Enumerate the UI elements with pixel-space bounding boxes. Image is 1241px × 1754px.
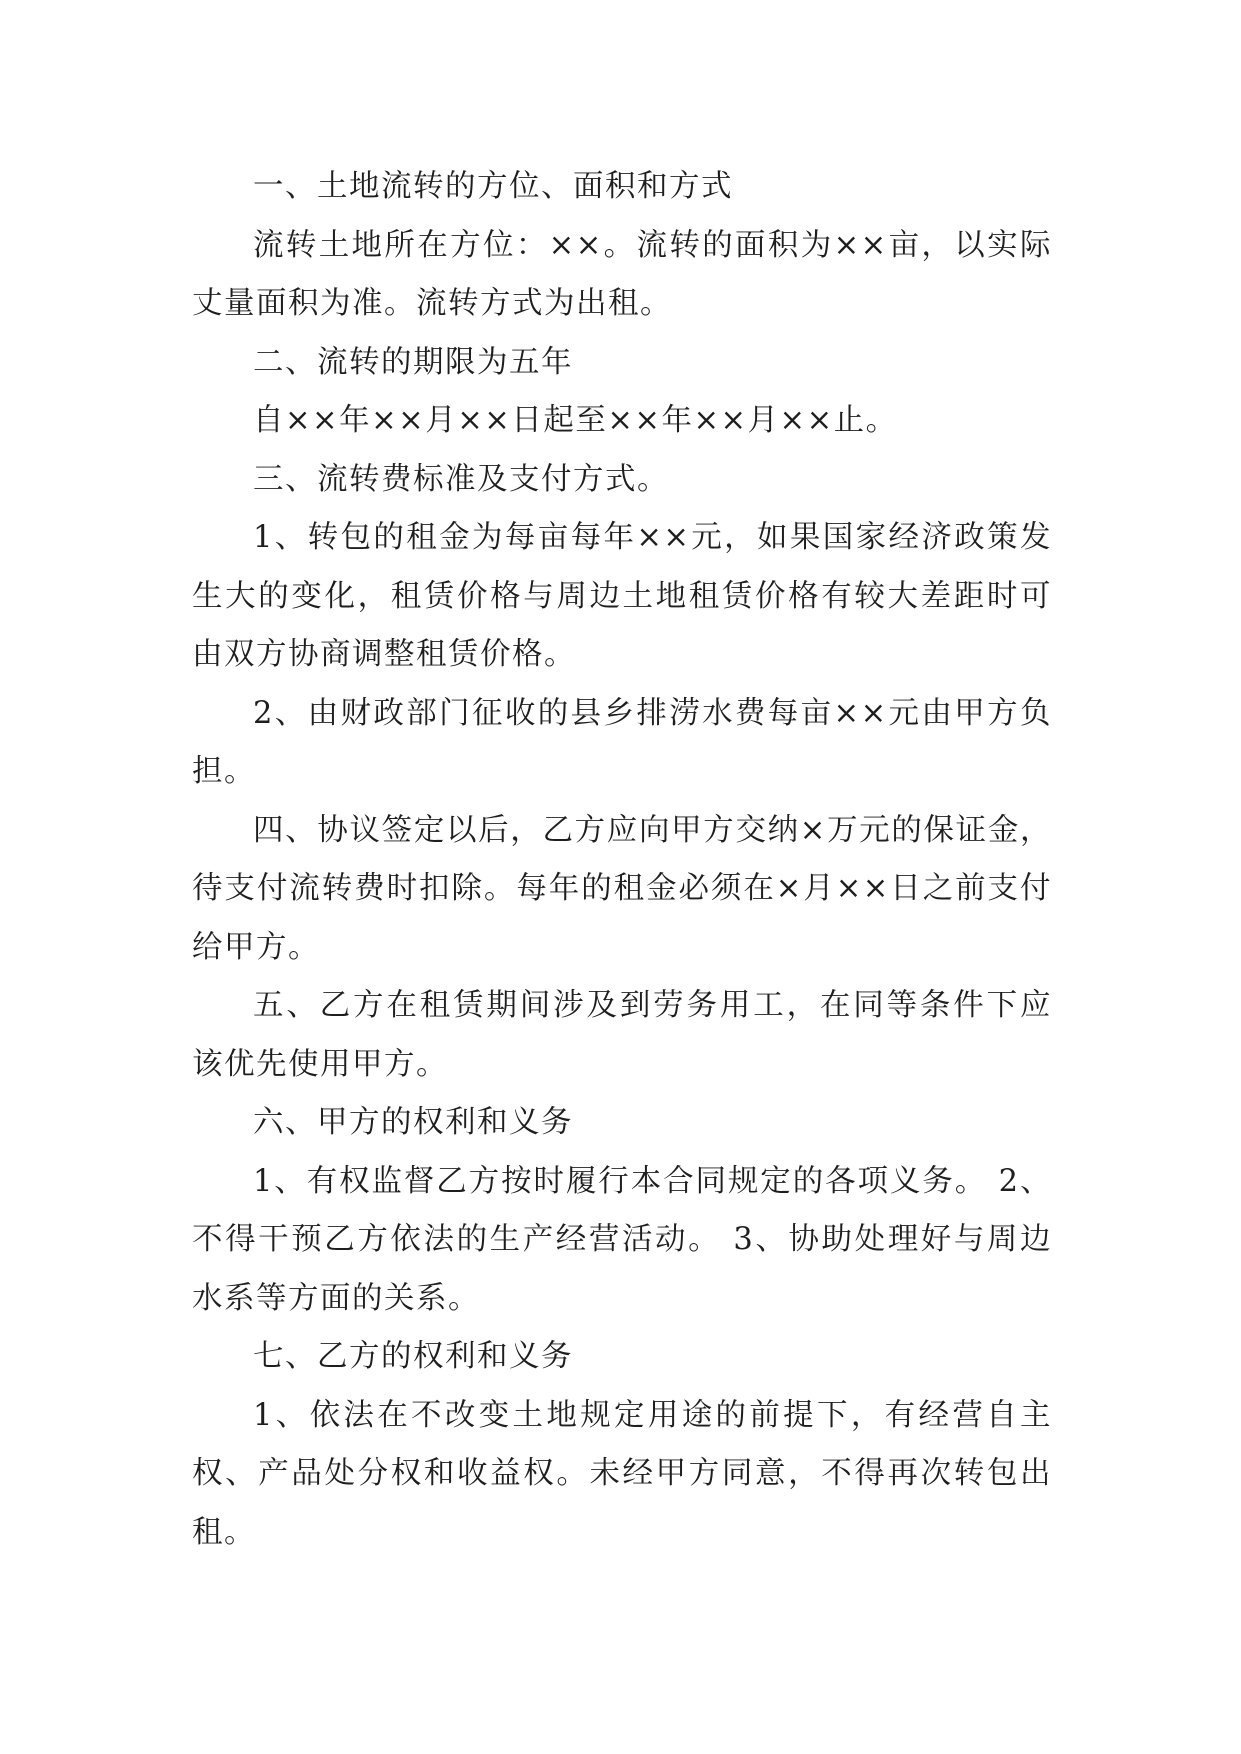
document-page (192, 158, 1052, 1562)
paragraph-deposit: 四、协议签定以后，乙方应向甲方交纳×万元的保证金，待支付流转费时扣除。每年的租金必须在×月××日之前支付给甲方。 (192, 812, 1052, 965)
heading-fee-standard: 三、流转费标准及支付方式。 (253, 461, 669, 497)
paragraph-rent: 1、转包的租金为每亩每年××元，如果国家经济政策发生大的变化，租赁价格与周边土地租赁价格有较大差距时可由双方协商调整租赁价格。 (192, 520, 1052, 672)
paragraph-party-b-items: 1、依法在不改变土地规定用途的前提下，有经营自主权、产品处分权和收益权。未经甲方同意，不得再次转包出租。 (192, 1397, 1052, 1550)
paragraph-location-area: 流转土地所在方位：××。流转的面积为××亩，以实际丈量面积为准。流转方式为出租。 (192, 227, 1052, 321)
paragraph-drainage-fee: 2、由财政部门征收的县乡排涝水费每亩××元由甲方负担。 (192, 695, 1052, 789)
heading-term: 二、流转的期限为五年 (253, 344, 573, 380)
heading-party-b-rights: 七、乙方的权利和义务 (253, 1339, 573, 1374)
heading-land-transfer: 一、土地流转的方位、面积和方式 (253, 169, 733, 204)
heading-party-a-rights: 六、甲方的权利和义务 (253, 1105, 573, 1140)
paragraph-party-a-items: 1、有权监督乙方按时履行本合同规定的各项义务。 2、不得干预乙方依法的生产经营活动。 3、协助处理好与周边水系等方面的关系。 (192, 1163, 1052, 1316)
paragraph-term-dates: 自××年××月××日起至××年××月××止。 (253, 403, 898, 438)
paragraph-labor: 五、乙方在租赁期间涉及到劳务用工，在同等条件下应该优先使用甲方。 (192, 988, 1052, 1082)
